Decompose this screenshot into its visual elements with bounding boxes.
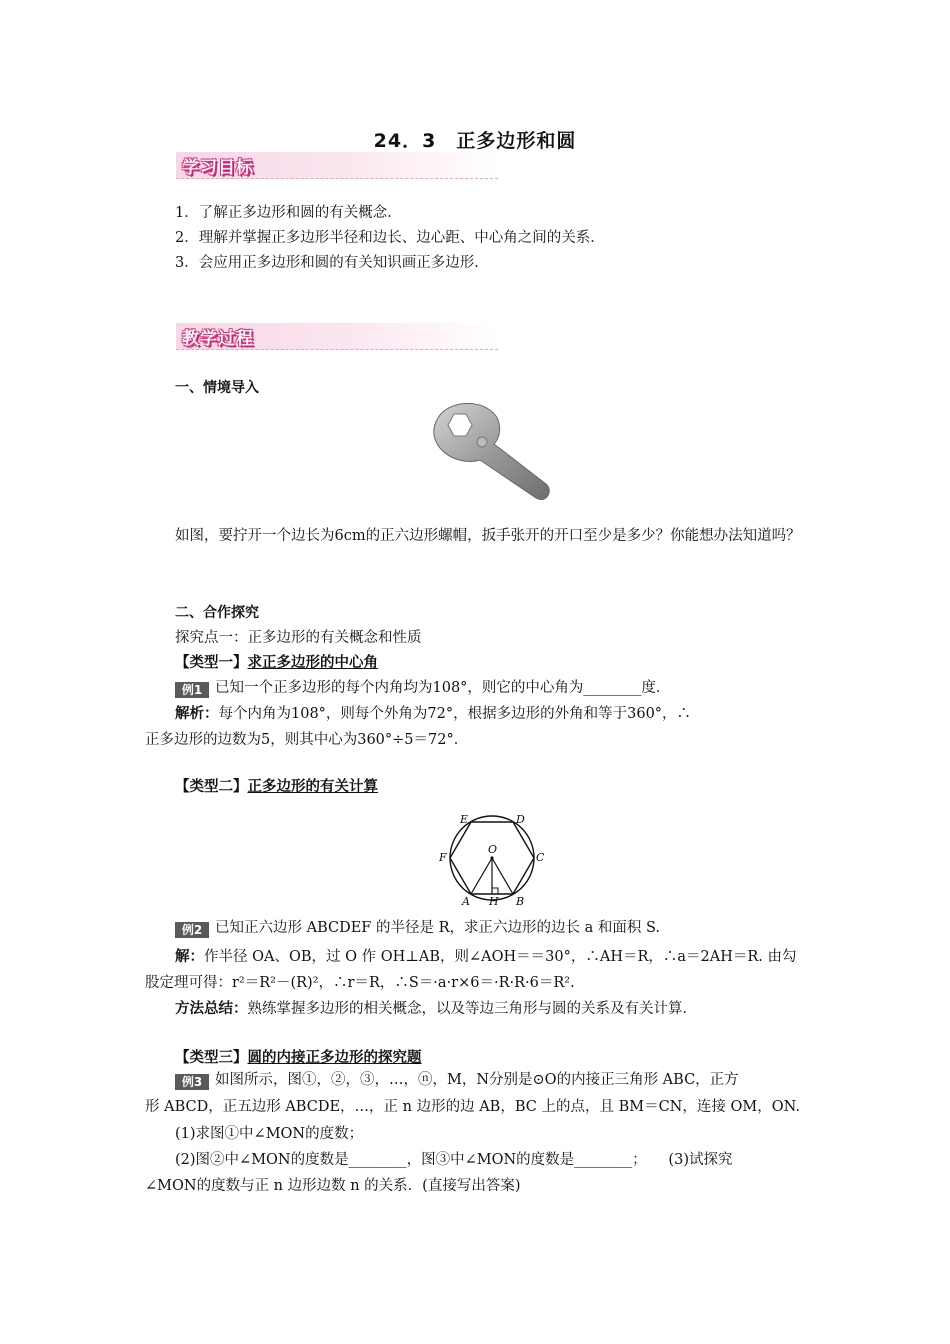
solution-text: 作半径 OA、OB，过 O 作 OH⊥AB，则∠AOH＝＝30°，∴AH＝R，∴a＝2AH＝R. 由勾 — [204, 949, 797, 965]
goal-item: 1．了解正多边形和圆的有关概念． — [175, 205, 402, 221]
intro-paragraph: 如图，要拧开一个边长为6cm的正六边形螺帽，扳手张开的开口至少是多少？你能想办法知道吗？ — [175, 528, 801, 544]
type3-heading — [175, 1048, 422, 1068]
example-text: 形 ABCD，正五边形 ABCDE，…，正 n 边形的边 AB，BC 上的点，且 BM＝CN，连接 OM，ON. — [145, 1099, 800, 1115]
example-badge: 例1 — [175, 682, 209, 698]
label-D: D — [516, 814, 525, 826]
type2-heading — [175, 777, 378, 797]
example1-analysis — [175, 704, 691, 724]
page-title: 24．3 正多边形和圆 — [373, 130, 577, 152]
type-tag: 【类型二】 — [175, 779, 248, 795]
type-title: 求正多边形的中心角 — [247, 655, 378, 671]
goal-item: 3．会应用正多边形和圆的有关知识画正多边形． — [175, 255, 489, 271]
wrench-image — [428, 398, 553, 504]
section-heading: 一、情境导入 — [175, 380, 259, 396]
banner-label: 教学过程 — [182, 329, 254, 349]
example1 — [175, 678, 670, 698]
example-text: 已知正六边形 ABCDEF 的半径是 R，求正六边形的边长 a 和面积 S. — [215, 920, 661, 936]
section-heading: 二、合作探究 — [175, 605, 259, 621]
method-summary — [175, 999, 697, 1019]
question-3: ∠MON的度数与正 n 边形边数 n 的关系．(直接写出答案) — [145, 1178, 521, 1194]
type-title: 正多边形的有关计算 — [247, 779, 378, 795]
example-text: 如图所示，图①，②，③，…，ⓝ，M，N分别是⊙O的内接正三角形 ABC，正方 — [215, 1072, 739, 1088]
method-label: 方法总结： — [175, 1001, 248, 1017]
question-2: (2)图②中∠MON的度数是________，图③中∠MON的度数是________； (3)试探究 — [175, 1152, 733, 1168]
example2 — [175, 918, 660, 938]
banner-teaching-process — [176, 323, 498, 350]
analysis-text: 每个内角为108°，则每个外角为72°，根据多边形的外角和等于360°，∴ — [218, 706, 692, 722]
example-text: 已知一个正多边形的每个内角均为108°，则它的中心角为________度． — [215, 680, 671, 696]
label-H: H — [489, 895, 499, 906]
analysis-text: 正多边形的边数为5，则其中心为360°÷5＝72°． — [145, 732, 469, 748]
question-1: (1)求图①中∠MON的度数； — [175, 1126, 364, 1142]
example2-solution — [175, 947, 797, 967]
label-C: C — [536, 851, 545, 864]
label-A: A — [462, 895, 470, 906]
banner-learning-goals — [176, 152, 498, 179]
solution-text: 股定理可得：r²＝R²－(R)²，∴r＝R，∴S＝·a·r×6＝·R·R·6＝R². — [145, 975, 575, 991]
label-F: F — [439, 851, 447, 864]
label-E: E — [460, 814, 469, 826]
example-badge: 例2 — [175, 922, 209, 938]
method-text: 熟练掌握多边形的相关概念，以及等边三角形与圆的关系及有关计算． — [247, 1001, 697, 1017]
solution-label: 解： — [175, 949, 204, 965]
explore-heading: 探究点一：正多边形的有关概念和性质 — [175, 630, 422, 646]
hexagon-diagram — [430, 814, 550, 906]
type-title: 圆的内接正多边形的探究题 — [247, 1050, 422, 1066]
analysis-label: 解析： — [175, 706, 219, 722]
type-tag: 【类型一】 — [175, 655, 248, 671]
example3 — [175, 1070, 739, 1090]
label-B: B — [516, 895, 525, 906]
goal-item: 2．理解并掌握正多边形半径和边长、边心距、中心角之间的关系． — [175, 230, 605, 246]
banner-label: 学习目标 — [182, 158, 254, 178]
label-O: O — [488, 843, 498, 856]
type1-heading — [175, 653, 378, 673]
type-tag: 【类型三】 — [175, 1050, 248, 1066]
example-badge: 例3 — [175, 1074, 209, 1090]
